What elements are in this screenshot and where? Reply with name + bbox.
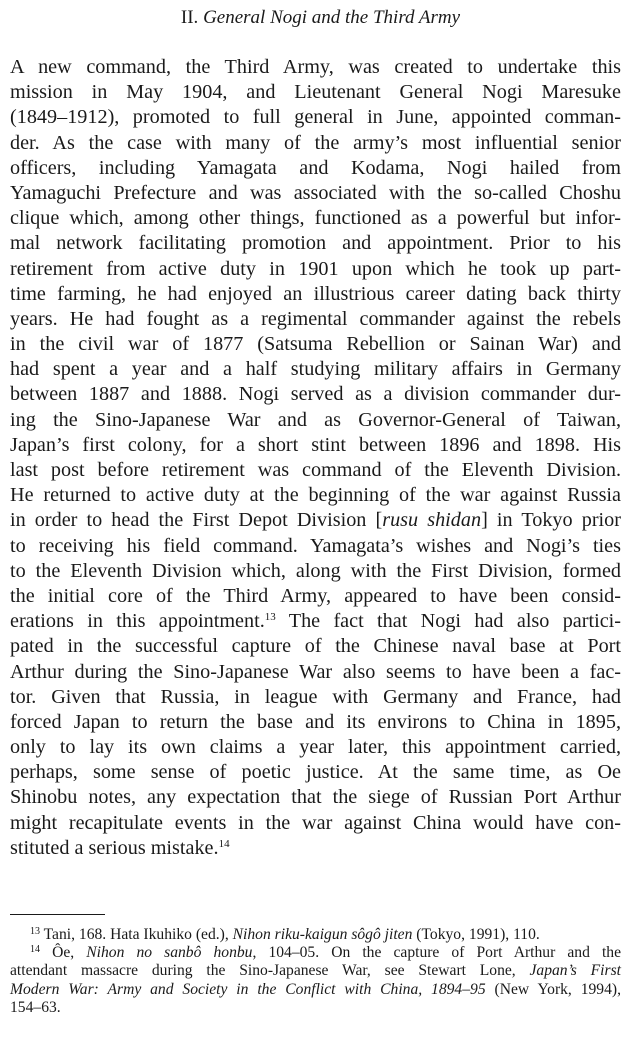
- text-line: the initial core of the Third Army, appeared to have been consid-: [10, 584, 621, 607]
- italic-title: Nihon riku-kaigun sôgô jiten: [232, 926, 413, 943]
- text-line: to the Eleventh Division which, along with the First Division, formed: [10, 559, 621, 582]
- footnote-14-line: [10, 962, 621, 980]
- text-line: Japan’s first colony, for a short stint between 1896 and 1898. His: [10, 433, 621, 456]
- footnote-number: 13: [30, 926, 40, 937]
- italic-title: Japan’s First: [529, 962, 621, 980]
- text-line: time farming, he had enjoyed an illustrious career dating back thirty: [10, 282, 621, 305]
- text-line: retirement from active duty in 1901 upon which he took up part-: [10, 257, 621, 280]
- text-line: A new command, the Third Army, was created to undertake this: [10, 56, 621, 78]
- text-run: Ôe,: [52, 944, 87, 962]
- text-line: between 1887 and 1888. Nogi served as a division commander dur-: [10, 383, 621, 406]
- footnote-divider: [10, 914, 105, 915]
- text-run: (New York, 1994),: [485, 980, 621, 998]
- text-line: clique which, among other things, functioned as a powerful but infor-: [10, 207, 621, 230]
- text-line: officers, including Yamagata and Kodama, Nogi hailed from: [10, 156, 621, 179]
- text-line: years. He had fought as a regimental commander against the rebels: [10, 307, 621, 330]
- text-line: (1849–1912), promoted to full general in June, appointed comman-: [10, 106, 621, 129]
- footnotes: [10, 926, 621, 1017]
- text-line: Arthur during the Sino-Japanese War also seems to have been a fac-: [10, 660, 621, 683]
- text-line: mission in May 1904, and Lieutenant General Nogi Maresuke: [10, 81, 621, 104]
- section-number: II.: [180, 7, 199, 28]
- text-line: Shinobu notes, any expectation that the siege of Russian Port Arthur: [10, 786, 621, 809]
- footnote-13: [10, 926, 621, 944]
- text-line: [10, 609, 621, 634]
- text-line: perhaps, some sense of poetic justice. At the same time, as Oe: [10, 761, 621, 784]
- text-line: to receiving his field command. Yamagata’s wishes and Nogi’s ties: [10, 534, 621, 557]
- footnote-14-line: 154–63.: [10, 998, 61, 1016]
- section-title: General Nogi and the Third Army: [203, 7, 461, 28]
- text-line: Yamaguchi Prefecture and was associated with the so-called Choshu: [10, 181, 621, 204]
- text-line: might recapitulate events in the war against China would have con-: [10, 811, 621, 834]
- text-run: erations in this appointment.: [10, 610, 265, 633]
- text-line: forced Japan to return the base and its environs to China in 1895,: [10, 710, 621, 733]
- footnote-14-line: [10, 981, 621, 999]
- text-run: ] in Tokyo prior: [481, 509, 621, 532]
- text-line: [10, 836, 621, 861]
- text-run: Tani, 168. Hata Ikuhiko (ed.),: [43, 926, 233, 943]
- text-line: in the civil war of 1877 (Satsuma Rebellion or Sainan War) and: [10, 333, 621, 356]
- italic-title: Modern War: Army and Society in the Conflict with China, 1894–95: [10, 980, 486, 998]
- text-run: attendant massacre during the Sino-Japanese War, see Stewart Lone,: [10, 962, 530, 980]
- footnote-ref-13[interactable]: 13: [264, 611, 276, 624]
- text-line: der. As the case with many of the army’s most influential senior: [10, 131, 621, 154]
- text-run: (Tokyo, 1991), 110.: [412, 926, 540, 943]
- text-line: He returned to active duty at the beginning of the war against Russia: [10, 484, 621, 507]
- text-line: had spent a year and a half studying military affairs in Germany: [10, 358, 621, 381]
- italic-title: Nihon no sanbô honbu: [86, 944, 253, 962]
- text-run: in order to head the First Depot Division [: [10, 509, 383, 532]
- text-line: only to lay its own claims a year later, this appointment carried,: [10, 736, 621, 759]
- text-line: last post before retirement was command of the Eleventh Division.: [10, 459, 621, 481]
- text-run: , 104–05. On the capture of Port Arthur and the: [252, 944, 622, 962]
- section-heading: [0, 6, 641, 30]
- text-run: The fact that Nogi had also partici-: [275, 610, 621, 633]
- text-line: tor. Given that Russia, in league with Germany and France, had: [10, 685, 621, 708]
- italic-term: rusu shidan: [382, 509, 482, 532]
- body-paragraph: [10, 55, 621, 861]
- footnote-number: 14: [30, 944, 40, 956]
- text-run: stituted a serious mistake.: [10, 836, 219, 859]
- text-line: pated in the successful capture of the Chinese naval base at Port: [10, 635, 621, 658]
- text-line: ing the Sino-Japanese War and as Governor-General of Taiwan,: [10, 408, 621, 431]
- footnote-14: [10, 944, 621, 962]
- footnote-ref-14[interactable]: 14: [218, 837, 230, 850]
- text-line: mal network facilitating promotion and appointment. Prior to his: [10, 232, 621, 255]
- text-line: [10, 508, 621, 533]
